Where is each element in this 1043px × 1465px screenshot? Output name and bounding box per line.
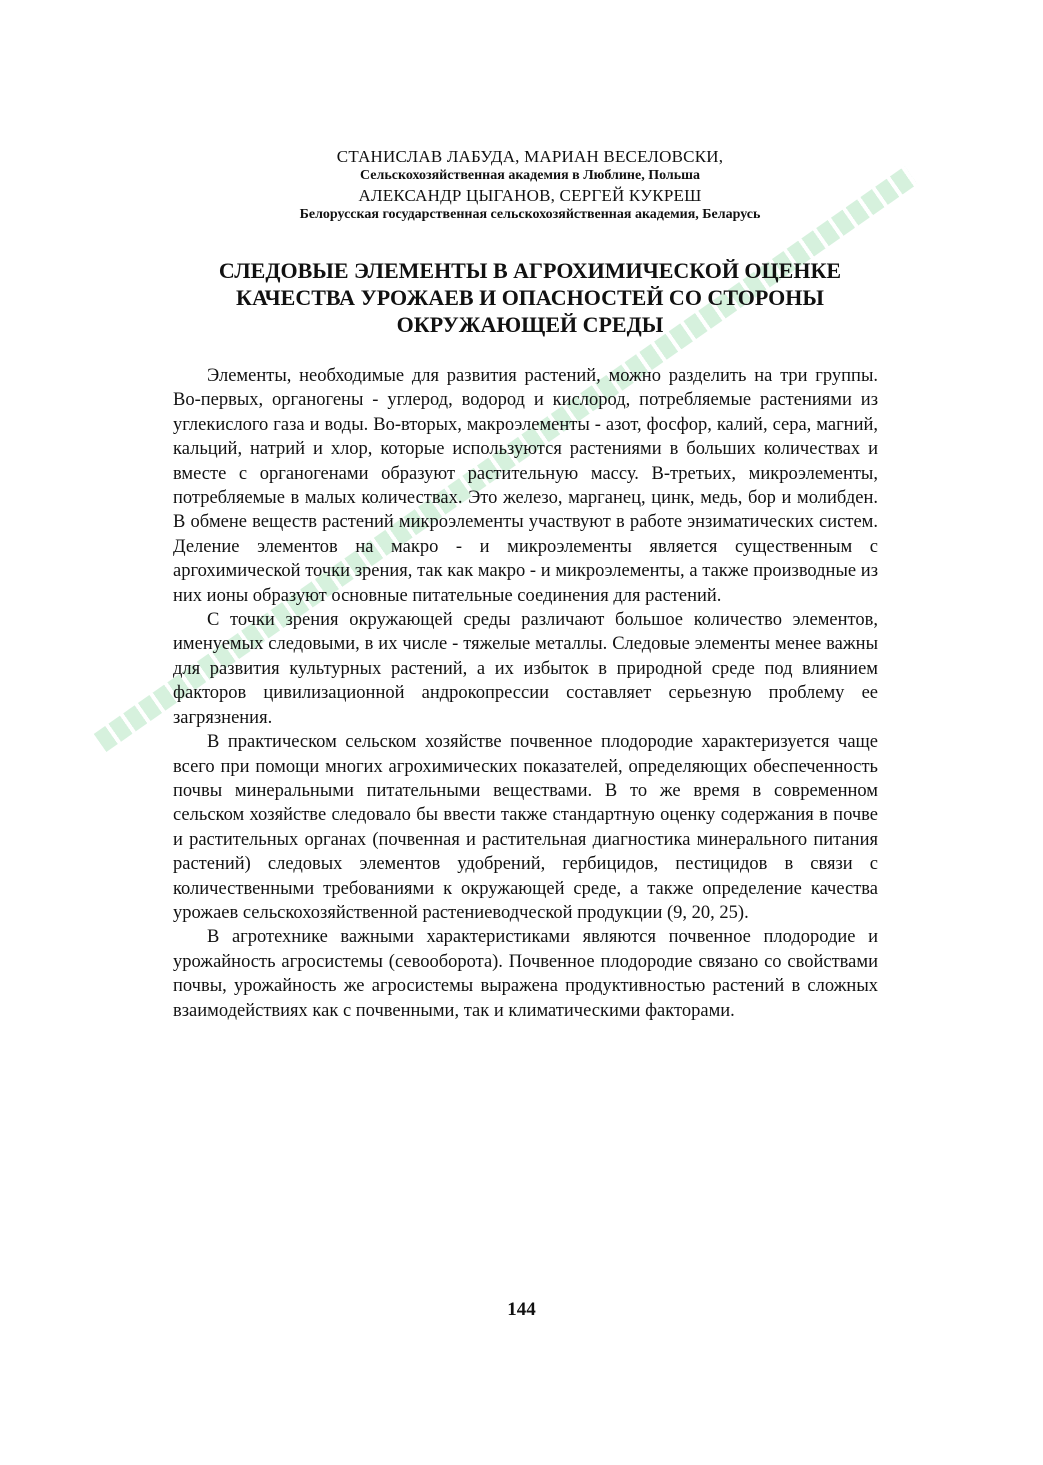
page-number: 144 [507,1299,536,1320]
article-title [150,257,910,338]
affiliation-1: Сельскохозяйственная академия в Люблине, Польша [360,168,700,183]
paragraph-1: Элементы, необходимые для развития растений, можно разделить на три группы. Во-первых, органогены - углерод, водород и кислород, потребляемые растениями из углекислого газа и воды. Во-вторых, макроэлементы - азот, фосфор, калий, сера, магний, кальций, натрий и хлор, которые используются растениями в больших количествах и вместе с органогенами образуют растительную массу. В-третьих, микроэлементы, потребляемые в малых количествах. Это железо, марганец, цинк, медь, бор и молибден. В обмене веществ растений микроэлементы участвуют в работе энзиматических систем. Деление элементов на макро - и микроэлементы является существенным с аргохимической точки зрения, так как макро - и микроэлементы, а также производные из них ионы образуют основные питательные соединения для растений. [173,366,878,606]
article-body [173,364,878,1023]
affiliation-2: Белорусская государственная сельскохозяйственная академия, Беларусь [299,207,761,222]
title-line-2: КАЧЕСТВА УРОЖАЕВ И ОПАСНОСТЕЙ СО СТОРОНЫ [236,285,824,310]
title-line-3: ОКРУЖАЮЩЕЙ СРЕДЫ [396,312,664,337]
author-block [150,146,910,224]
title-line-1: СЛЕДОВЫЕ ЭЛЕМЕНТЫ В АГРОХИМИЧЕСКОЙ ОЦЕНКЕ [218,258,842,283]
paragraph-2: С точки зрения окружающей среды различают большое количество элементов, именуемых следовыми, в их числе - тяжелые металлы. Следовые элементы менее важны для развития культурных растений, а их избыток в природной среде под влиянием факторов цивилизационной андрокопрессии составляет серьезную проблему ее загрязнения. [173,610,878,728]
paragraph-4: В агротехнике важными характеристиками являются почвенное плодородие и урожайность агросистемы (севооборота). Почвенное плодородие связано со свойствами почвы, урожайность же агросистемы выражена продуктивностью растений в сложных взаимодействиях как с почвенными, так и климатическими факторами. [173,927,878,1021]
paragraph-3: В практическом сельском хозяйстве почвенное плодородие характеризуется чаще всего при помощи многих агрохимических показателей, определяющих обеспеченность почвы минеральными питательными веществами. В то же время в современном сельском хозяйстве следовало бы ввести также стандартную оценку содержания в почве и растительных органах (почвенная и растительная диагностика минерального питания растений) следовых элементов удобрений, гербицидов, пестицидов в связи с количественными требованиями к окружающей среде, а также определение качества урожаев сельскохозяйственной растениеводческой продукции (9, 20, 25). [173,732,878,923]
authors-line-2: АЛЕКСАНДР ЦЫГАНОВ, СЕРГЕЙ КУКРЕШ [358,186,702,205]
authors-line-1: СТАНИСЛАВ ЛАБУДА, МАРИАН ВЕСЕЛОВСКИ, [336,147,724,166]
